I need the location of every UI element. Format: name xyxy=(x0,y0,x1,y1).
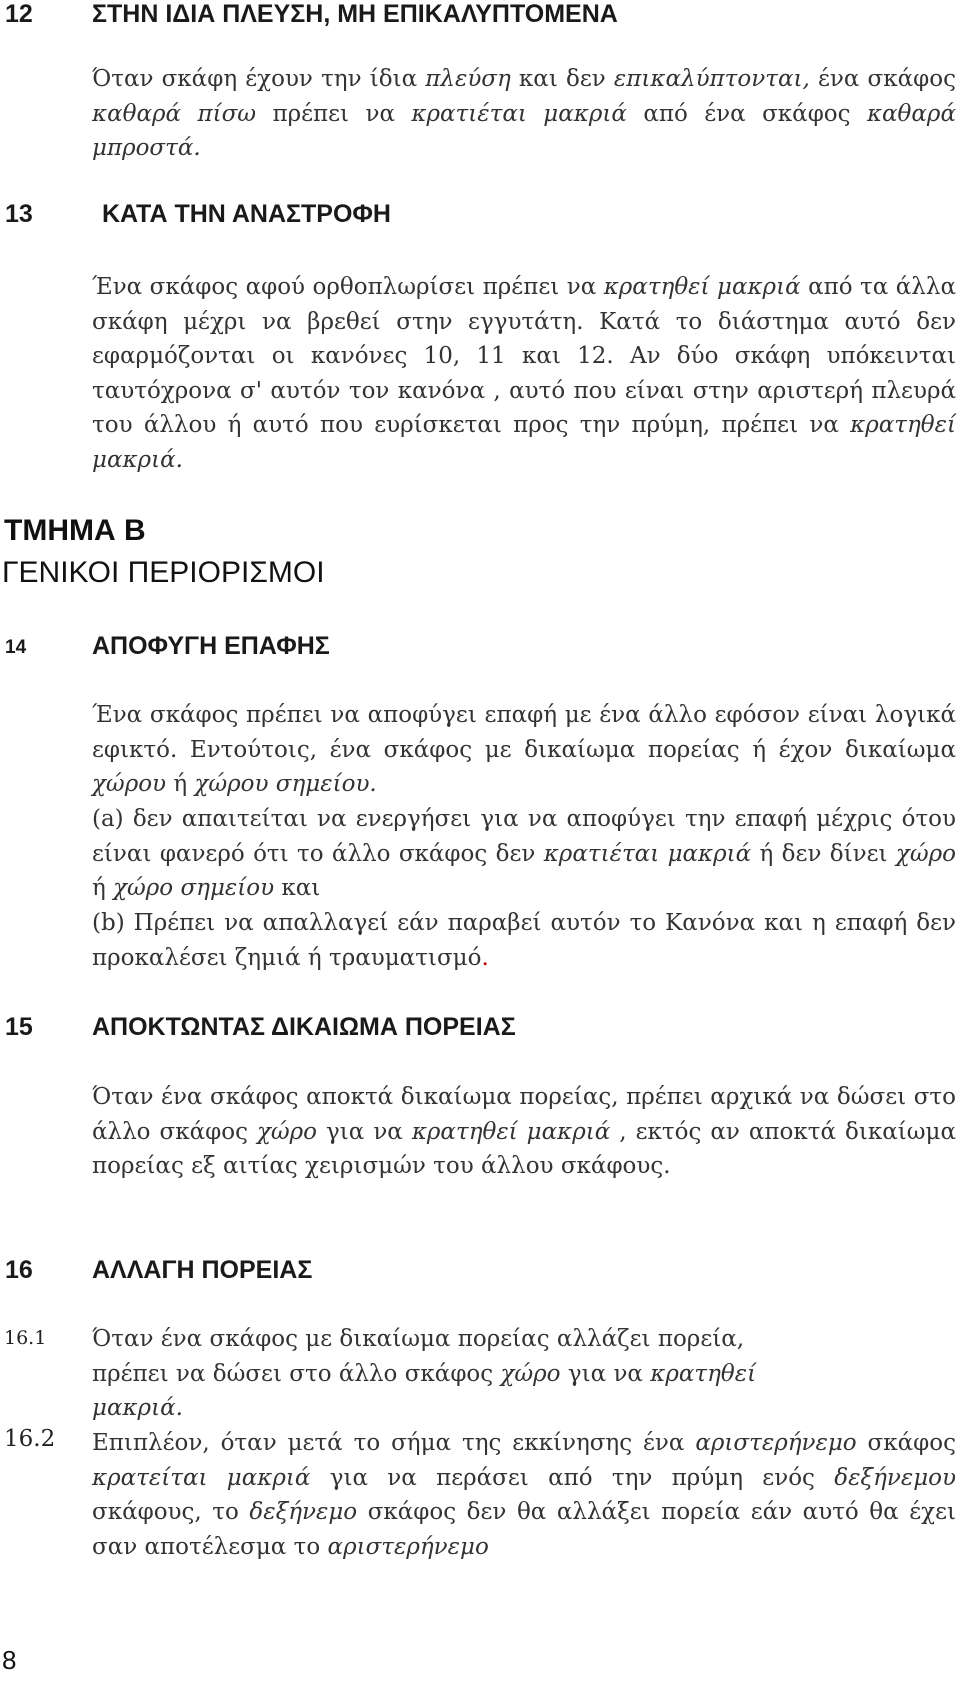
subrule-16-1-text xyxy=(92,1322,956,1426)
rule-title: ΚΑΤΑ ΤΗΝ ΑΝΑΣΤΡΟΦΗ xyxy=(102,200,391,228)
rule-15-text: Όταν ένα σκάφος αποκτά δικαίωμα πορείας, πρέπει αρχικά να δώσει στο άλλο σκάφος χώρο για να κρατηθεί μακριά , εκτός αν αποκτά δικαίωμα πορείας εξ αιτίας χειρισμών του άλλου σκάφους. xyxy=(92,1084,956,1180)
rule-title: ΑΛΛΑΓΗ ΠΟΡΕΙΑΣ xyxy=(92,1256,313,1284)
rule-number: 15 xyxy=(5,1013,33,1041)
rule-number: 13 xyxy=(5,200,33,228)
rule-number: 16 xyxy=(5,1256,33,1284)
rule-12-text: Όταν σκάφη έχουν την ίδια πλεύση και δεν επικαλύπτονται, ένα σκάφος καθαρά πίσω πρέπει να κρατιέται μακριά από ένα σκάφος καθαρά μπροστά. xyxy=(92,66,956,162)
rule-title: ΣΤΗΝ ΙΔΙΑ ΠΛΕΥΣΗ, ΜΗ ΕΠΙΚΑΛΥΠΤΟΜΕΝΑ xyxy=(92,0,618,28)
rule-14-text: Ένα σκάφος πρέπει να αποφύγει επαφή με ένα άλλο εφόσον είναι λογικά εφικτό. Εντούτοις, ένα σκάφος με δικαίωμα πορείας ή έχον δικαίωμα χώρου ή χώρου σημείου. xyxy=(92,702,956,798)
subrule-16-2-text: Επιπλέον, όταν μετά το σήμα της εκκίνησης ένα αριστερήνεμο σκάφος κρατείται μακριά για να περάσει από την πρύμη ενός δεξήνεμου σκάφους, το δεξήνεμο σκάφος δεν θα αλλάξει πορεία εάν αυτό θα έχει σαν αποτέλεσμα το αριστερήνεμο xyxy=(92,1430,957,1560)
subrule-16-2-number: 16.2 xyxy=(4,1426,56,1452)
rule-title: ΑΠΟΚΤΩΝΤΑΣ ΔΙΚΑΙΩΜΑ ΠΟΡΕΙΑΣ xyxy=(92,1013,516,1041)
rule-number: 12 xyxy=(5,0,33,28)
page-number: 8 xyxy=(2,1645,17,1675)
section-subheading: ΓΕΝΙΚΟΙ ΠΕΡΙΟΡΙΣΜΟΙ xyxy=(2,556,325,589)
text-line: μακριά. xyxy=(92,1395,183,1422)
text-line: πρέπει να δώσει στο άλλο σκάφος χώρο για να κρατηθεί xyxy=(92,1360,757,1387)
section-heading: ΤΜΗΜΑ B xyxy=(4,514,146,547)
rule-number: 14 xyxy=(5,637,27,658)
text-line: Όταν ένα σκάφος με δικαίωμα πορείας αλλάζει πορεία, xyxy=(92,1326,745,1352)
rule-14-item-a: (a) δεν απαιτείται να ενεργήσει για να αποφύγει την επαφή μέχρις ότου είναι φανερό ότι το άλλο σκάφος δεν κρατιέται μακριά ή δεν δίνει χώρο ή χώρο σημείου και xyxy=(92,806,956,902)
rule-title: ΑΠΟΦΥΓΗ ΕΠΑΦΗΣ xyxy=(92,632,330,660)
subrule-16-1-number: 16.1 xyxy=(4,1327,47,1349)
rule-13-text: Ένα σκάφος αφού ορθοπλωρίσει πρέπει να κρατηθεί μακριά από τα άλλα σκάφη μέχρι να βρεθεί στην εγγυτάτη. Κατά το διάστημα αυτό δεν εφαρμόζονται οι κανόνες 10, 11 και 12. Αν δύο σκάφη υπόκεινται ταυτόχρονα σ' αυτόν τον κανόνα , αυτό που είναι στην αριστερή πλευρά του άλλου ή αυτό που ευρίσκεται προς την πρύμη, πρέπει να κρατηθεί μακριά. xyxy=(92,274,956,473)
rule-14-item-b: (b) Πρέπει να απαλλαγεί εάν παραβεί αυτόν το Κανόνα και η επαφή δεν προκαλέσει ζημιά ή τραυματισμό. xyxy=(92,910,956,971)
